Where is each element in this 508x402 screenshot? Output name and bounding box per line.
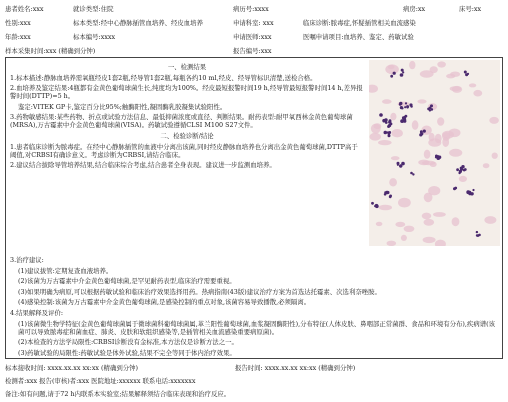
- requested-items: 医嘱申请项目:血培养、鉴定、药敏试验: [303, 33, 414, 41]
- ward: 病房:xx: [403, 5, 426, 13]
- conclusion-1: 1.患者临床诊断为脓毒症。在经中心静脉插管的血液中分离出该菌,同时经皮静脉血培养也分离出金黄色葡萄球菌,DTTP高于阈值,对CRBSI有确诊意义。考虑诊断为CRBSI,请结合临床。: [10, 142, 358, 159]
- footer-row-1: [5, 361, 503, 374]
- recommendations-text: [10, 256, 498, 359]
- header-row-1: [5, 2, 503, 16]
- conclusion-2: 2.建议结合拔除导管培养结果,结合临床综合考虑,结合患者全身表现。建议进一步监测血培养。: [10, 161, 276, 170]
- receive-time: 标本接收时间: xxxx.xx.xx xx:xx (精确到分钟): [5, 363, 138, 372]
- footer-row-2: 检测者:xxx 报告(审核)者:xxx 医院地址:xxxxxx 联系电话:xxxxxxx: [5, 376, 196, 385]
- report-body: [5, 57, 503, 359]
- micrograph-image: [369, 60, 500, 246]
- treatment-3: (3)如果明确为病原,可以根据药敏试验和临床治疗效果选择用药。热病指南(43版)建议治疗方案为首选达托霉素、次选利奈唑胺。: [18, 287, 381, 296]
- applying-doctor: 申请医师:xxx: [233, 33, 272, 41]
- section-title-conclusion: 二、检验诊断/结论: [160, 131, 214, 140]
- specimen-no: 标本编号:xxxx: [73, 33, 116, 41]
- footer-note: 备注:如有问题,请于72 h内联系本实验室;结果解释须结合临床表现和治疗反应。: [5, 389, 231, 398]
- susceptibility-result: 3.药物敏感结果:某些药物、折点或试验方法信息、最低抑菌浓度或直径、判断结果。耐药表型:耐甲氧西林金黄色葡萄球菌(MRSA),万古霉素中介金黄色葡萄球菌(VISA)。药敏试验遵循CLSI M100 S27文件。: [10, 113, 353, 130]
- specimen-description: 1.标本描述:静脉血培养需氧瓶经皮1套2瓶,经导管1套2瓶,每瓶各约10 ml,经皮、经导管标识清楚,送检合格。: [10, 73, 317, 82]
- interpretation-3: (3)药敏试验的局限性:药敏试验是体外试验,结果不完全等同于体内治疗效果。: [18, 348, 236, 357]
- report-time: 报告时间: xxxx.xx.xx xx:xx (精确到分钟): [235, 363, 356, 372]
- interpretation-2: (2)本检查的方法学局限性:CRBSI诊断没有金标准,本方法仅是诊断方法之一。: [18, 338, 238, 347]
- header-row-2: [5, 16, 503, 30]
- visit-type: 就诊类型:住院: [73, 5, 114, 13]
- treatment-title: 3.治疗建议:: [10, 256, 44, 264]
- treatment-1: (1)建议拔管:定期复查血液培养。: [18, 266, 113, 275]
- section-title-results: 一、检测结果: [167, 63, 207, 71]
- identification-result: 鉴定:VITEK GP卡,鉴定百分比95%;触酶阳性,凝固酶乳胶凝集试验阳性。: [18, 102, 227, 111]
- gram-stain-micrograph: [369, 60, 500, 246]
- patient-name: 患者姓名:xxx: [5, 5, 44, 13]
- header-row-3: [5, 30, 503, 44]
- header-row-4: [5, 44, 503, 58]
- report-header: [5, 2, 503, 58]
- bed: 床号:xx: [459, 5, 482, 13]
- report-footer: [5, 361, 503, 400]
- record-no: 病历号:xxxx: [233, 5, 269, 13]
- clinical-diagnosis: 临床诊断:脓毒症,怀疑插管相关血流感染: [303, 19, 416, 27]
- report-no: 报告编号:xxx: [233, 47, 272, 55]
- interpretation-title: 4.结果解释及评价:: [10, 308, 63, 317]
- collection-time: 样本采集时间:xxx (精确到分钟): [5, 47, 96, 55]
- age: 年龄:xxx: [5, 33, 31, 41]
- results-text: [10, 61, 364, 172]
- treatment-4: (4)感染控制:该菌为万古霉素中介金黄色葡萄球菌,是感染控制的重点对象,该菌容易导致播散,必须隔离。: [18, 298, 311, 307]
- culture-result: 2.血培养及鉴定结果:4瓶都有金黄色葡萄球菌生长,纯度均为100%。经皮最短报警时间19 h,经导管最短报警时间14 h,差异报警时间(DTTP)=5 h。: [10, 84, 363, 101]
- interpretation-1: (1)该菌微生物学特征(金黄色葡萄球菌属于微球菌科葡萄球菌属,革兰阳性葡萄球菌,血浆凝固酶阳性),分布特征(人体皮肤、鼻咽部正常菌群、食品和环境有分布),疾病谱(该菌可以导致脓毒症和菌血症、肺炎、皮肤和软组织感染等,是插管相关血流感染重要病原菌)。: [18, 319, 495, 336]
- specimen-type: 标本类型:经中心静脉插管血培养、经皮血培养: [73, 19, 203, 27]
- applying-dept: 申请科室: xxx: [233, 19, 274, 27]
- gender: 性别:xxx: [5, 19, 31, 27]
- treatment-2: (2)该菌为万古霉素中介金黄色葡萄球菌,是罕见耐药表型,临床治疗需要重视。: [18, 277, 236, 286]
